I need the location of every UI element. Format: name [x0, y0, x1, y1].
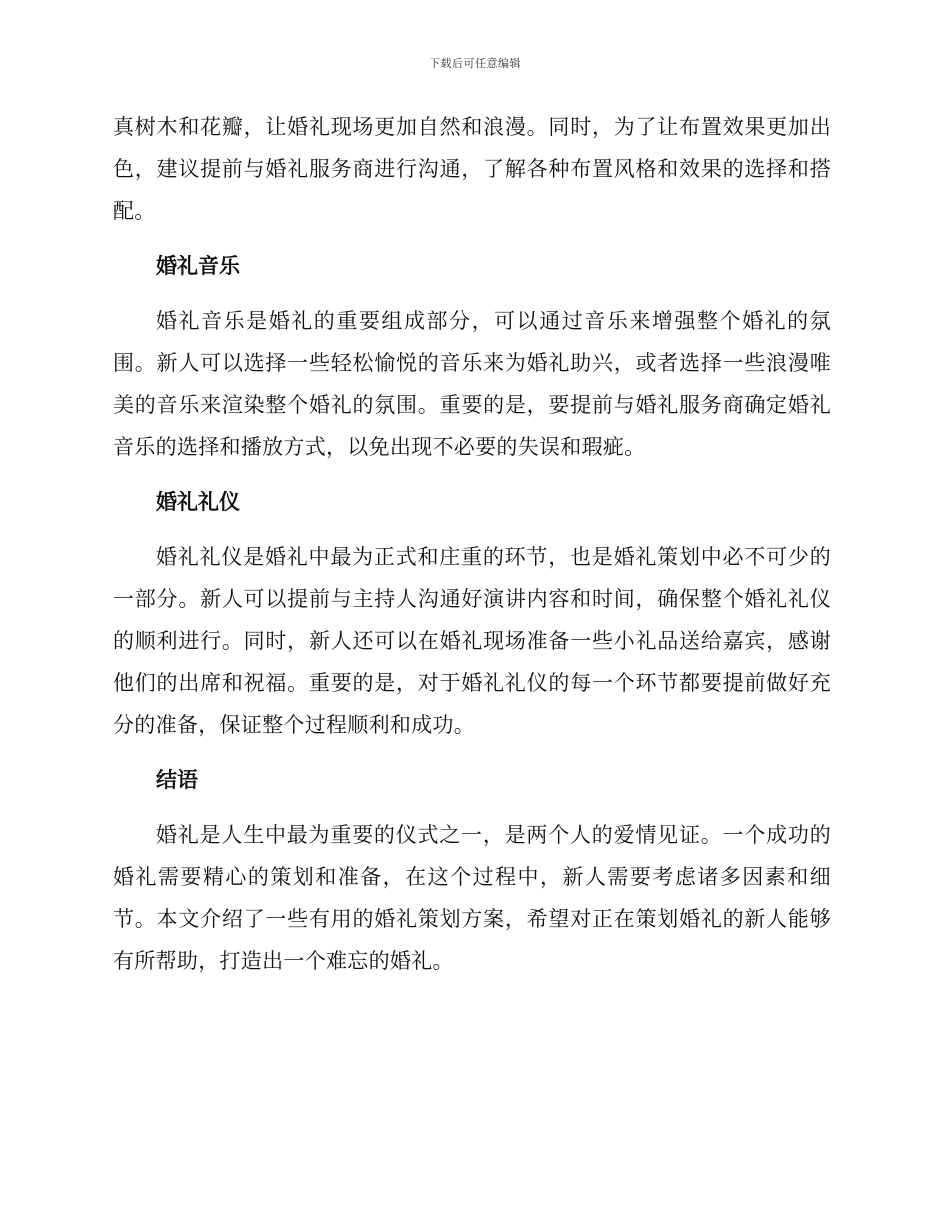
- section-paragraph-etiquette: 婚礼礼仪是婚礼中最为正式和庄重的环节，也是婚礼策划中必不可少的一部分。新人可以提前与主持人沟通好演讲内容和时间，确保整个婚礼礼仪的顺利进行。同时，新人还可以在婚礼现场准备一些小礼品送给嘉宾，感谢他们的出席和祝福。重要的是，对于婚礼礼仪的每一个环节都要提前做好充分的准备，保证整个过程顺利和成功。: [113, 545, 831, 737]
- section-heading-music: 婚礼音乐: [156, 254, 240, 278]
- section-heading-etiquette: 婚礼礼仪: [156, 490, 240, 514]
- section-heading-conclusion: 结语: [156, 768, 198, 792]
- document-body: [113, 106, 831, 982]
- header-note: 下载后可任意编辑: [429, 57, 521, 70]
- section-paragraph-music: 婚礼音乐是婚礼的重要组成部分，可以通过音乐来增强整个婚礼的氛围。新人可以选择一些轻松愉悦的音乐来为婚礼助兴，或者选择一些浪漫唯美的音乐来渲染整个婚礼的氛围。重要的是，要提前与婚礼服务商确定婚礼音乐的选择和播放方式，以免出现不必要的失误和瑕疵。: [113, 309, 831, 459]
- section-paragraph-conclusion: 婚礼是人生中最为重要的仪式之一，是两个人的爱情见证。一个成功的婚礼需要精心的策划和准备，在这个过程中，新人需要考虑诸多因素和细节。本文介绍了一些有用的婚礼策划方案，希望对正在策划婚礼的新人能够有所帮助，打造出一个难忘的婚礼。: [113, 823, 831, 973]
- continuation-paragraph: 真树木和花瓣，让婚礼现场更加自然和浪漫。同时，为了让布置效果更加出色，建议提前与婚礼服务商进行沟通，了解各种布置风格和效果的选择和搭配。: [113, 115, 831, 223]
